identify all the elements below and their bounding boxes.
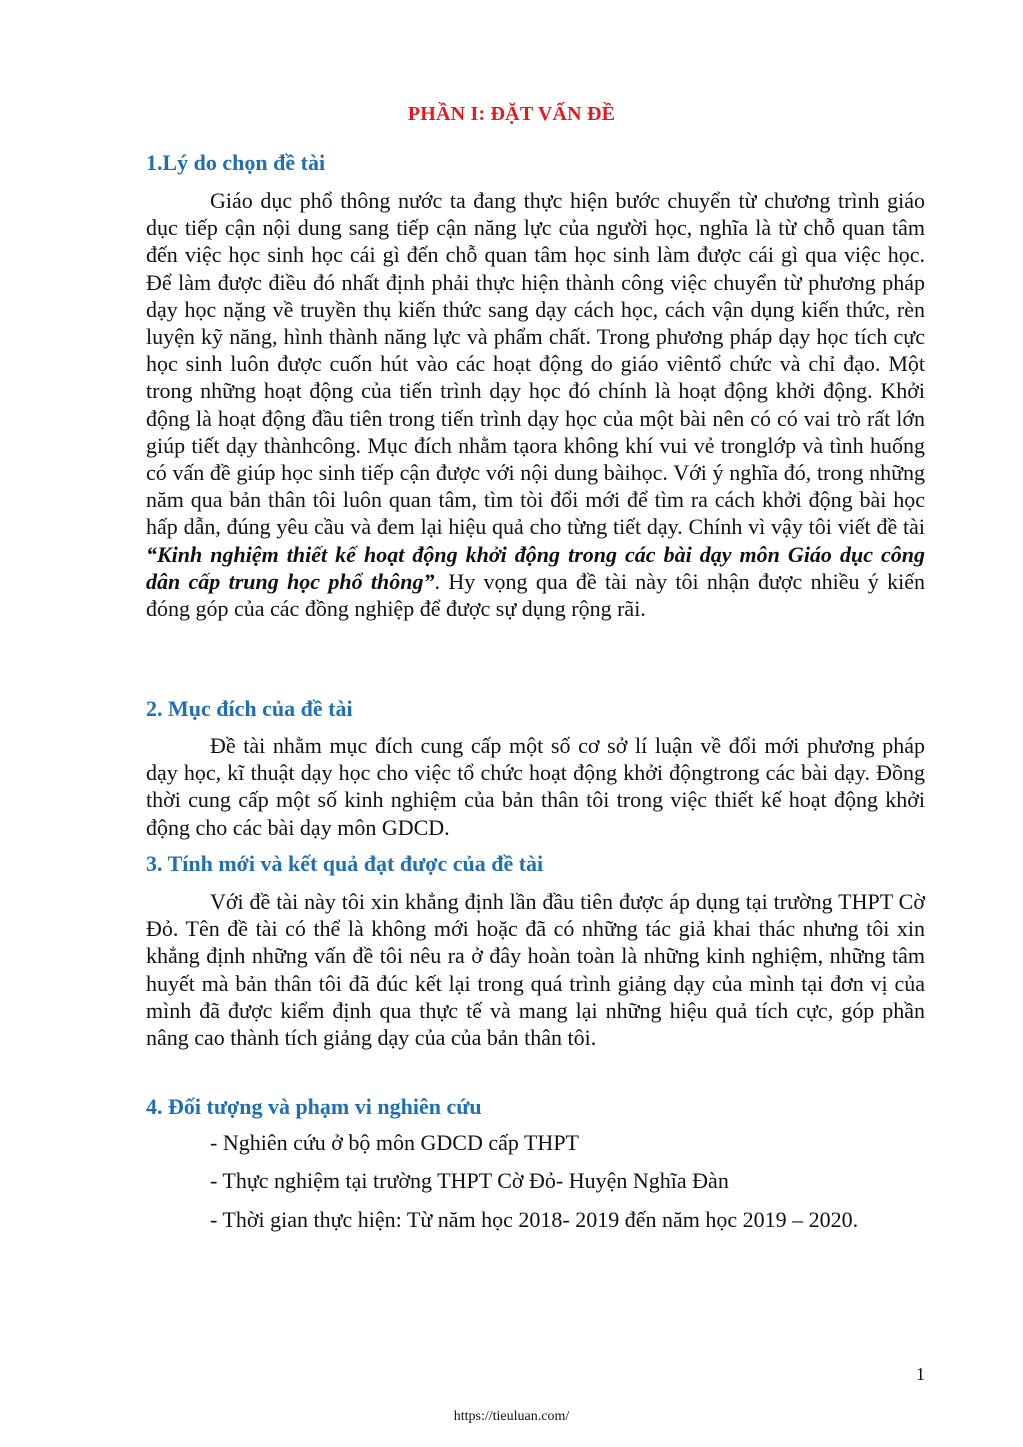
section-1-paragraph — [146, 187, 925, 622]
section-3-heading: 3. Tính mới và kết quả đạt được của đề tài — [146, 851, 544, 876]
section-1-text-after: . Hy vọng qua đề tài này tôi nhận được nhiều ý kiến đóng góp của các đồng nghiệp để được sự dụng rộng rãi. — [146, 568, 925, 622]
section-1-text-before: Giáo dục phổ thông nước ta đang thực hiện bước chuyển từ chương trình giáo dục tiếp cận nội dung sang tiếp cận năng lực của người học, nghĩa là từ chỗ quan tâm đến việc học sinh học cái gì đến chỗ quan tâm học sinh làm được cái gì qua việc học. Để làm được điều đó nhất định phải thực hiện thành công việc chuyển từ phương pháp dạy học nặng về truyền thụ kiến thức sang dạy cách học, cách vận dụng kiến thức, rèn luyện kỹ năng, hình thành năng lực và phẩm chất. Trong phương pháp dạy học tích cực học sinh luôn được cuốn hút vào các hoạt động do giáo viêntổ chức và chỉ đạo. Một trong những hoạt động của tiến trình dạy học đó chính là hoạt động khởi động. Khởi động là hoạt động đầu tiên trong tiến trình dạy học của một bài nên có có vai trò rất lớn giúp tiết dạy thànhcông. Mục đích nhằm tạora không khí vui vẻ tronglớp và tình huống có vấn đề giúp học sinh tiếp cận được với nội dung bàihọc. Với ý nghĩa đó, trong những năm qua bản thân tôi luôn quan tâm, tìm tòi đổi mới để tìm ra cách khởi động bài học hấp dẫn, đúng yêu cầu và đem lại hiệu quả cho từng tiết dạy. Chính vì vậy tôi viết đề tài — [146, 188, 925, 540]
section-1-heading: 1.Lý do chọn đề tài — [146, 150, 326, 175]
section-4-heading: 4. Đối tượng và phạm vi nghiên cứu — [146, 1094, 482, 1119]
section-2-paragraph: Đề tài nhằm mục đích cung cấp một số cơ sở lí luận về đổi mới phương pháp dạy học, kĩ thuật dạy học cho việc tổ chức hoạt động khởi độngtrong các bài dạy. Đồng thời cung cấp một số kinh nghiệm của bản thân tôi trong việc thiết kế hoạt động khởi động cho các bài dạy môn GDCD. — [146, 733, 925, 840]
section-3-paragraph: Với đề tài này tôi xin khẳng định lần đầu tiên được áp dụng tại trường THPT Cờ Đỏ. Tên đề tài có thể là không mới hoặc đã có những tác giả khai thác nhưng tôi xin khẳng định những vấn đề tôi nêu ra ở đây hoàn toàn là những kinh nghiệm, những tâm huyết mà bản thân tôi đã đúc kết lại trong quá trình giảng dạy của mình tại đơn vị của mình đã được kiểm định qua thực tế và mang lại những hiệu quả tích cực, góp phần nâng cao thành tích giảng dạy của của bản thân tôi. — [146, 889, 925, 1051]
page-number: 1 — [916, 1364, 925, 1384]
section-2-heading: 2. Mục đích của đề tài — [146, 696, 353, 721]
list-item: - Nghiên cứu ở bộ môn GDCD cấp THPT — [210, 1130, 579, 1155]
list-item: - Thời gian thực hiện: Từ năm học 2018- 2019 đến năm học 2019 – 2020. — [210, 1207, 859, 1232]
page-title: PHẦN I: ĐẶT VẤN ĐỀ — [407, 103, 616, 125]
list-item: - Thực nghiệm tại trường THPT Cờ Đỏ- Huyện Nghĩa Đàn — [210, 1168, 729, 1193]
footer-url: https://tieuluan.com/ — [453, 1409, 570, 1424]
section-1-emphasis: “Kinh nghiệm thiết kế hoạt động khởi động trong các bài dạy môn Giáo dục công dân cấp trung học phổ thông” — [146, 541, 925, 594]
